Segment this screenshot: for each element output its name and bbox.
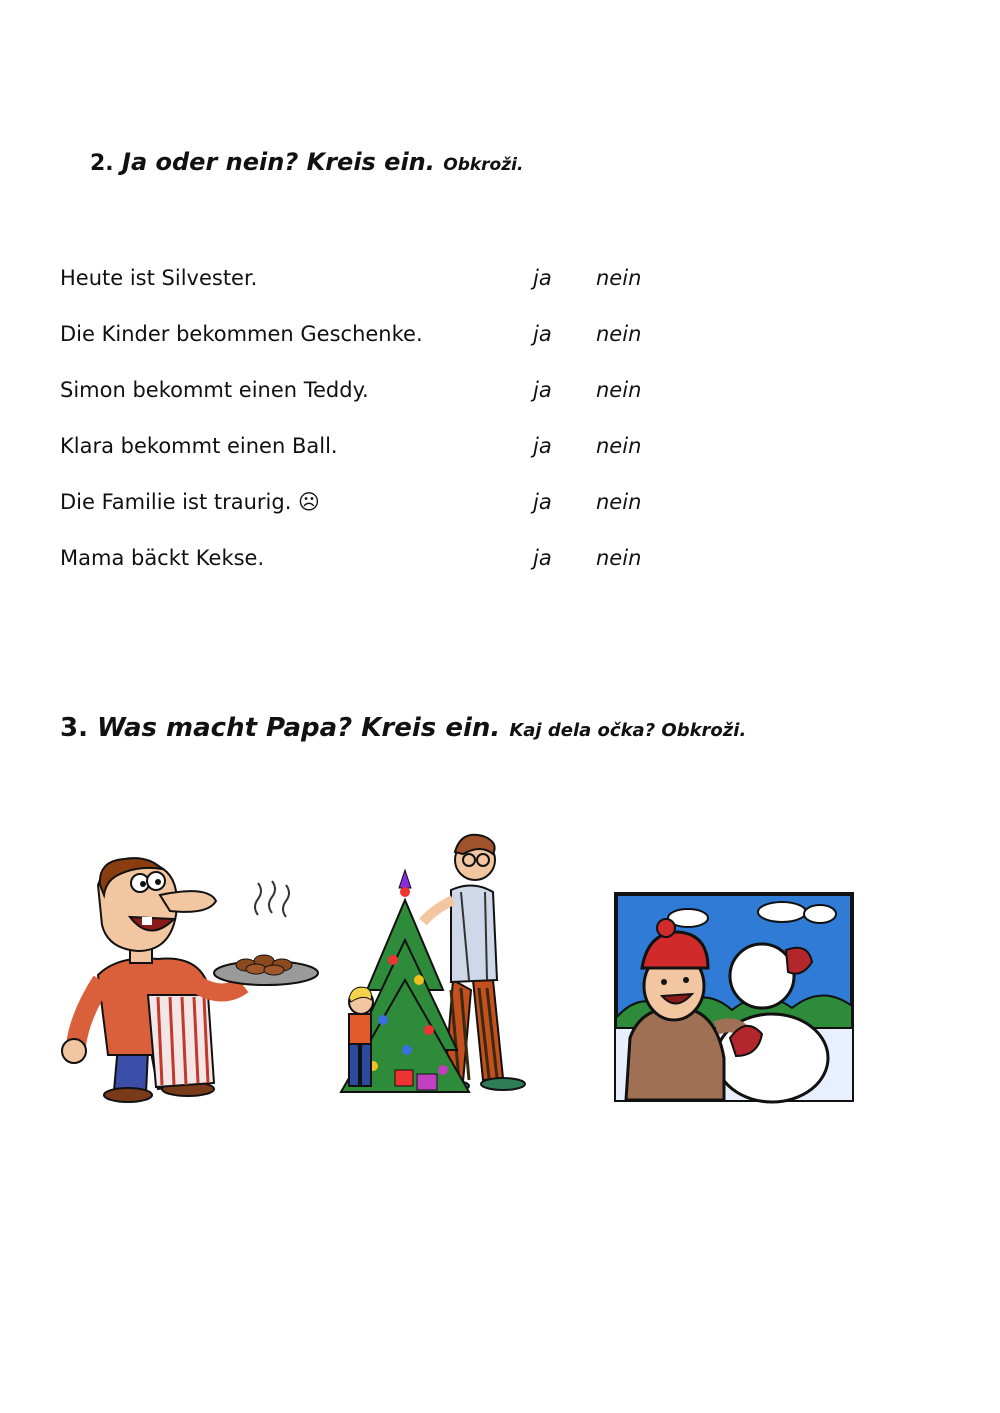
- decorating-christmas-tree-icon[interactable]: [333, 830, 548, 1105]
- answer-ja[interactable]: ja: [533, 434, 552, 458]
- statement-text: Klara bekommt einen Ball.: [60, 434, 338, 458]
- answer-ja[interactable]: ja: [533, 322, 552, 346]
- answer-ja[interactable]: ja: [533, 546, 552, 570]
- statement-text: Heute ist Silvester.: [60, 266, 258, 290]
- exercise-3-title: Was macht Papa? Kreis ein.: [97, 713, 501, 743]
- statement-row: [60, 378, 700, 408]
- exercise-2-number: 2.: [90, 151, 114, 176]
- answer-nein[interactable]: nein: [596, 378, 642, 402]
- answer-ja[interactable]: ja: [533, 378, 552, 402]
- statement-text: Simon bekommt einen Teddy.: [60, 378, 369, 402]
- statement-row: [60, 490, 700, 520]
- statement-row: [60, 266, 700, 296]
- building-snowman-icon[interactable]: [612, 888, 860, 1106]
- answer-nein[interactable]: nein: [596, 322, 642, 346]
- statement-row: [60, 546, 700, 576]
- answer-nein[interactable]: nein: [596, 266, 642, 290]
- answer-nein[interactable]: nein: [596, 546, 642, 570]
- exercise-2-title: Ja oder nein? Kreis ein.: [122, 148, 435, 176]
- answer-nein[interactable]: nein: [596, 490, 642, 514]
- answer-nein[interactable]: nein: [596, 434, 642, 458]
- answer-ja[interactable]: ja: [533, 266, 552, 290]
- statement-row: [60, 434, 700, 464]
- statement-row: [60, 322, 700, 352]
- exercise-3-subtitle: Kaj dela očka? Obkroži.: [509, 720, 747, 741]
- answer-ja[interactable]: ja: [533, 490, 552, 514]
- exercise-3-heading: [60, 713, 746, 743]
- statement-text: Mama bäckt Kekse.: [60, 546, 265, 570]
- statement-text: Die Familie ist traurig. ☹: [60, 490, 320, 514]
- exercise-2-heading: [90, 148, 523, 176]
- man-baking-cookies-icon[interactable]: [58, 855, 324, 1105]
- exercise-2-subtitle: Obkroži.: [443, 155, 524, 175]
- exercise-3-number: 3.: [60, 713, 88, 743]
- statement-text: Die Kinder bekommen Geschenke.: [60, 322, 423, 346]
